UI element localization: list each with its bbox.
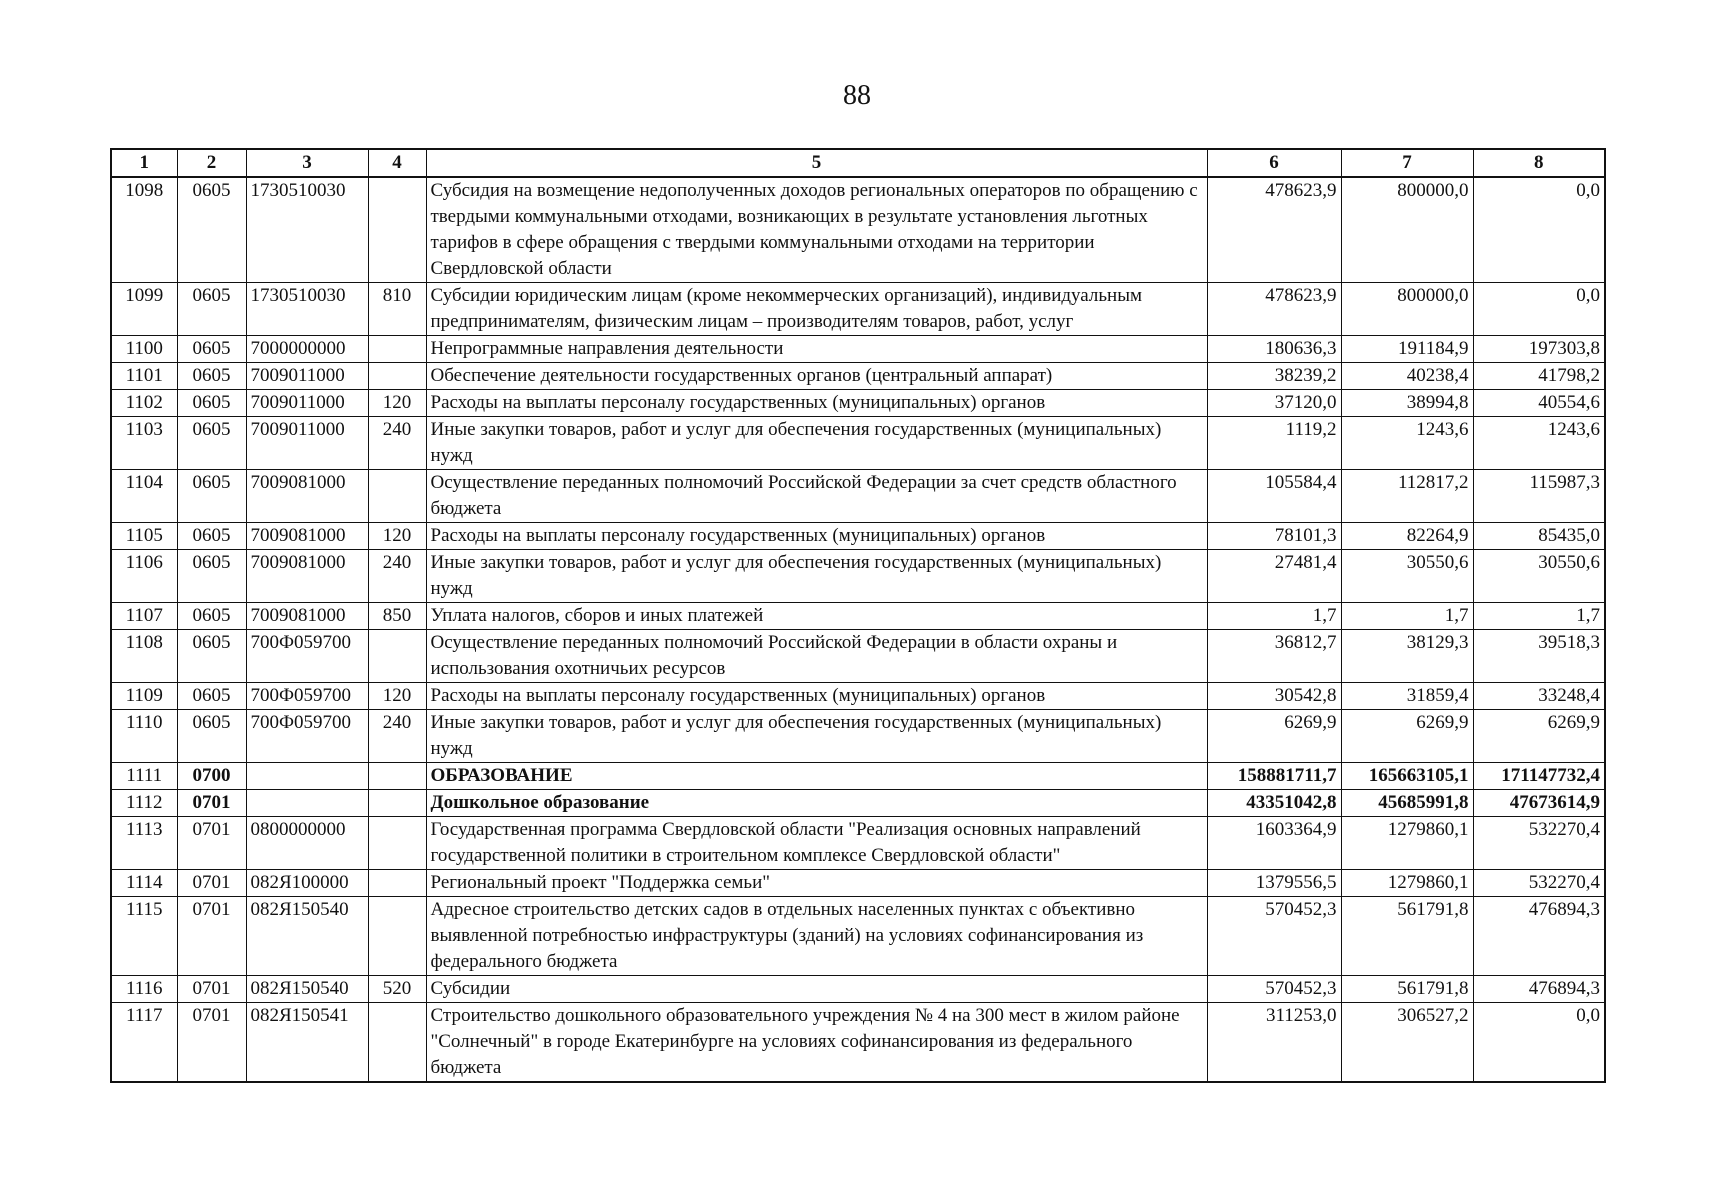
row-number-cell: 1100 [111, 336, 177, 363]
table-row [111, 710, 1605, 763]
expense-type-cell [368, 817, 426, 870]
amount-col-8-cell: 115987,3 [1473, 470, 1605, 523]
table-row [111, 976, 1605, 1003]
amount-col-6-cell: 1379556,5 [1207, 870, 1341, 897]
amount-col-7-cell: 45685991,8 [1341, 790, 1473, 817]
section-code-cell: 0605 [177, 603, 246, 630]
amount-col-7-cell: 191184,9 [1341, 336, 1473, 363]
item-name-cell: Непрограммные направления деятельности [426, 336, 1207, 363]
amount-col-7-cell: 561791,8 [1341, 897, 1473, 976]
amount-col-8-cell: 1243,6 [1473, 417, 1605, 470]
row-number-cell: 1101 [111, 363, 177, 390]
item-name-cell: Расходы на выплаты персоналу государственных (муниципальных) органов [426, 683, 1207, 710]
table-row [111, 870, 1605, 897]
section-code-cell: 0605 [177, 336, 246, 363]
item-name-cell: Расходы на выплаты персоналу государственных (муниципальных) органов [426, 390, 1207, 417]
target-article-cell: 7009011000 [246, 363, 368, 390]
target-article-cell: 082Я150540 [246, 897, 368, 976]
amount-col-6-cell: 27481,4 [1207, 550, 1341, 603]
expense-type-cell [368, 177, 426, 283]
target-article-cell: 082Я100000 [246, 870, 368, 897]
expense-type-cell [368, 336, 426, 363]
target-article-cell: 082Я150540 [246, 976, 368, 1003]
amount-col-8-cell: 1,7 [1473, 603, 1605, 630]
target-article-cell: 082Я150541 [246, 1003, 368, 1083]
item-name-cell: Иные закупки товаров, работ и услуг для обеспечения государственных (муниципальных) нужд [426, 550, 1207, 603]
section-code-cell: 0701 [177, 897, 246, 976]
amount-col-7-cell: 112817,2 [1341, 470, 1473, 523]
target-article-cell: 0800000000 [246, 817, 368, 870]
table-row [111, 683, 1605, 710]
section-code-cell: 0605 [177, 523, 246, 550]
table-row [111, 523, 1605, 550]
table-row [111, 603, 1605, 630]
target-article-cell: 1730510030 [246, 177, 368, 283]
amount-col-7-cell: 82264,9 [1341, 523, 1473, 550]
amount-col-6-cell: 78101,3 [1207, 523, 1341, 550]
amount-col-6-cell: 1603364,9 [1207, 817, 1341, 870]
amount-col-6-cell: 105584,4 [1207, 470, 1341, 523]
row-number-cell: 1115 [111, 897, 177, 976]
expense-type-cell [368, 870, 426, 897]
target-article-cell: 1730510030 [246, 283, 368, 336]
amount-col-8-cell: 85435,0 [1473, 523, 1605, 550]
amount-col-8-cell: 30550,6 [1473, 550, 1605, 603]
item-name-cell: Дошкольное образование [426, 790, 1207, 817]
row-number-cell: 1111 [111, 763, 177, 790]
table-row [111, 470, 1605, 523]
row-number-cell: 1108 [111, 630, 177, 683]
amount-col-6-cell: 6269,9 [1207, 710, 1341, 763]
amount-col-7-cell: 6269,9 [1341, 710, 1473, 763]
table-row [111, 763, 1605, 790]
amount-col-6-cell: 311253,0 [1207, 1003, 1341, 1083]
amount-col-8-cell: 33248,4 [1473, 683, 1605, 710]
expense-type-cell: 120 [368, 683, 426, 710]
amount-col-6-cell: 478623,9 [1207, 283, 1341, 336]
expense-type-cell: 240 [368, 417, 426, 470]
amount-col-8-cell: 40554,6 [1473, 390, 1605, 417]
item-name-cell: Строительство дошкольного образовательного учреждения № 4 на 300 мест в жилом районе "Солнечный" в городе Екатеринбурге на условиях софинансирования из федерального бюджета [426, 1003, 1207, 1083]
page-number: 88 [843, 80, 871, 111]
table-row [111, 1003, 1605, 1083]
amount-col-6-cell: 36812,7 [1207, 630, 1341, 683]
expense-type-cell [368, 470, 426, 523]
table-row [111, 336, 1605, 363]
amount-col-6-cell: 180636,3 [1207, 336, 1341, 363]
expense-type-cell: 810 [368, 283, 426, 336]
amount-col-6-cell: 43351042,8 [1207, 790, 1341, 817]
item-name-cell: Адресное строительство детских садов в отдельных населенных пунктах с объективно выявленной потребностью инфраструктуры (зданий) на условиях софинансирования из федерального бюджета [426, 897, 1207, 976]
target-article-cell: 7009081000 [246, 470, 368, 523]
row-number-cell: 1109 [111, 683, 177, 710]
expense-type-cell: 240 [368, 550, 426, 603]
header-col-5: 5 [426, 149, 1207, 177]
row-number-cell: 1117 [111, 1003, 177, 1083]
amount-col-6-cell: 570452,3 [1207, 976, 1341, 1003]
item-name-cell: Уплата налогов, сборов и иных платежей [426, 603, 1207, 630]
amount-col-6-cell: 1119,2 [1207, 417, 1341, 470]
target-article-cell: 7000000000 [246, 336, 368, 363]
row-number-cell: 1112 [111, 790, 177, 817]
section-code-cell: 0605 [177, 550, 246, 603]
amount-col-8-cell: 47673614,9 [1473, 790, 1605, 817]
amount-col-6-cell: 30542,8 [1207, 683, 1341, 710]
item-name-cell: Иные закупки товаров, работ и услуг для обеспечения государственных (муниципальных) нужд [426, 417, 1207, 470]
amount-col-8-cell: 476894,3 [1473, 897, 1605, 976]
expense-type-cell: 120 [368, 523, 426, 550]
amount-col-7-cell: 306527,2 [1341, 1003, 1473, 1083]
amount-col-8-cell: 171147732,4 [1473, 763, 1605, 790]
section-code-cell: 0605 [177, 283, 246, 336]
table-header-row [111, 149, 1605, 177]
amount-col-7-cell: 38994,8 [1341, 390, 1473, 417]
item-name-cell: Субсидия на возмещение недополученных доходов региональных операторов по обращению с твердыми коммунальными отходами, возникающих в результате установления льготных тарифов в сфере обращения с твердыми коммунальными отходами на территории Свердловской области [426, 177, 1207, 283]
amount-col-7-cell: 40238,4 [1341, 363, 1473, 390]
amount-col-7-cell: 561791,8 [1341, 976, 1473, 1003]
header-col-3: 3 [246, 149, 368, 177]
item-name-cell: Обеспечение деятельности государственных органов (центральный аппарат) [426, 363, 1207, 390]
section-code-cell: 0701 [177, 1003, 246, 1083]
item-name-cell: Субсидии [426, 976, 1207, 1003]
item-name-cell: Региональный проект "Поддержка семьи" [426, 870, 1207, 897]
amount-col-7-cell: 800000,0 [1341, 283, 1473, 336]
section-code-cell: 0605 [177, 417, 246, 470]
section-code-cell: 0605 [177, 177, 246, 283]
row-number-cell: 1113 [111, 817, 177, 870]
amount-col-8-cell: 0,0 [1473, 177, 1605, 283]
table-row [111, 817, 1605, 870]
target-article-cell [246, 763, 368, 790]
section-code-cell: 0701 [177, 976, 246, 1003]
table-row [111, 390, 1605, 417]
header-col-7: 7 [1341, 149, 1473, 177]
row-number-cell: 1103 [111, 417, 177, 470]
header-col-2: 2 [177, 149, 246, 177]
section-code-cell: 0605 [177, 363, 246, 390]
target-article-cell: 700Ф059700 [246, 683, 368, 710]
amount-col-6-cell: 1,7 [1207, 603, 1341, 630]
header-col-6: 6 [1207, 149, 1341, 177]
item-name-cell: Расходы на выплаты персоналу государственных (муниципальных) органов [426, 523, 1207, 550]
row-number-cell: 1110 [111, 710, 177, 763]
expense-type-cell [368, 630, 426, 683]
amount-col-8-cell: 532270,4 [1473, 870, 1605, 897]
amount-col-7-cell: 1243,6 [1341, 417, 1473, 470]
amount-col-8-cell: 0,0 [1473, 1003, 1605, 1083]
amount-col-6-cell: 37120,0 [1207, 390, 1341, 417]
table-row [111, 550, 1605, 603]
row-number-cell: 1105 [111, 523, 177, 550]
amount-col-7-cell: 31859,4 [1341, 683, 1473, 710]
budget-table [110, 148, 1606, 1083]
table-row [111, 897, 1605, 976]
expense-type-cell [368, 763, 426, 790]
expense-type-cell [368, 790, 426, 817]
amount-col-8-cell: 0,0 [1473, 283, 1605, 336]
item-name-cell: Государственная программа Свердловской области "Реализация основных направлений государственной политики в строительном комплексе Свердловской области" [426, 817, 1207, 870]
amount-col-7-cell: 1279860,1 [1341, 817, 1473, 870]
target-article-cell: 700Ф059700 [246, 710, 368, 763]
expense-type-cell [368, 1003, 426, 1083]
expense-type-cell: 520 [368, 976, 426, 1003]
amount-col-7-cell: 1279860,1 [1341, 870, 1473, 897]
amount-col-7-cell: 1,7 [1341, 603, 1473, 630]
amount-col-6-cell: 570452,3 [1207, 897, 1341, 976]
table-row [111, 363, 1605, 390]
expense-type-cell: 240 [368, 710, 426, 763]
section-code-cell: 0605 [177, 710, 246, 763]
amount-col-8-cell: 476894,3 [1473, 976, 1605, 1003]
expense-type-cell [368, 897, 426, 976]
row-number-cell: 1102 [111, 390, 177, 417]
amount-col-8-cell: 6269,9 [1473, 710, 1605, 763]
header-col-4: 4 [368, 149, 426, 177]
row-number-cell: 1114 [111, 870, 177, 897]
amount-col-6-cell: 38239,2 [1207, 363, 1341, 390]
section-code-cell: 0701 [177, 790, 246, 817]
amount-col-7-cell: 800000,0 [1341, 177, 1473, 283]
table-row [111, 417, 1605, 470]
section-code-cell: 0605 [177, 470, 246, 523]
expense-type-cell: 120 [368, 390, 426, 417]
section-code-cell: 0605 [177, 683, 246, 710]
target-article-cell: 7009011000 [246, 417, 368, 470]
amount-col-8-cell: 532270,4 [1473, 817, 1605, 870]
section-code-cell: 0605 [177, 630, 246, 683]
row-number-cell: 1107 [111, 603, 177, 630]
section-code-cell: 0700 [177, 763, 246, 790]
amount-col-8-cell: 41798,2 [1473, 363, 1605, 390]
section-code-cell: 0701 [177, 870, 246, 897]
target-article-cell: 7009011000 [246, 390, 368, 417]
target-article-cell: 7009081000 [246, 523, 368, 550]
row-number-cell: 1116 [111, 976, 177, 1003]
target-article-cell: 7009081000 [246, 550, 368, 603]
target-article-cell: 7009081000 [246, 603, 368, 630]
item-name-cell: Осуществление переданных полномочий Российской Федерации за счет средств областного бюджета [426, 470, 1207, 523]
table-row [111, 630, 1605, 683]
item-name-cell: ОБРАЗОВАНИЕ [426, 763, 1207, 790]
table-row [111, 177, 1605, 283]
amount-col-8-cell: 39518,3 [1473, 630, 1605, 683]
table-body [111, 177, 1605, 1082]
target-article-cell: 700Ф059700 [246, 630, 368, 683]
amount-col-7-cell: 38129,3 [1341, 630, 1473, 683]
row-number-cell: 1104 [111, 470, 177, 523]
amount-col-7-cell: 165663105,1 [1341, 763, 1473, 790]
item-name-cell: Осуществление переданных полномочий Российской Федерации в области охраны и использования охотничьих ресурсов [426, 630, 1207, 683]
target-article-cell [246, 790, 368, 817]
header-col-1: 1 [111, 149, 177, 177]
item-name-cell: Субсидии юридическим лицам (кроме некоммерческих организаций), индивидуальным предпринимателям, физическим лицам – производителям товаров, работ, услуг [426, 283, 1207, 336]
header-col-8: 8 [1473, 149, 1605, 177]
table-row [111, 283, 1605, 336]
row-number-cell: 1099 [111, 283, 177, 336]
amount-col-6-cell: 158881711,7 [1207, 763, 1341, 790]
expense-type-cell: 850 [368, 603, 426, 630]
row-number-cell: 1098 [111, 177, 177, 283]
section-code-cell: 0605 [177, 390, 246, 417]
expense-type-cell [368, 363, 426, 390]
amount-col-7-cell: 30550,6 [1341, 550, 1473, 603]
amount-col-8-cell: 197303,8 [1473, 336, 1605, 363]
amount-col-6-cell: 478623,9 [1207, 177, 1341, 283]
row-number-cell: 1106 [111, 550, 177, 603]
table-row [111, 790, 1605, 817]
item-name-cell: Иные закупки товаров, работ и услуг для обеспечения государственных (муниципальных) нужд [426, 710, 1207, 763]
section-code-cell: 0701 [177, 817, 246, 870]
